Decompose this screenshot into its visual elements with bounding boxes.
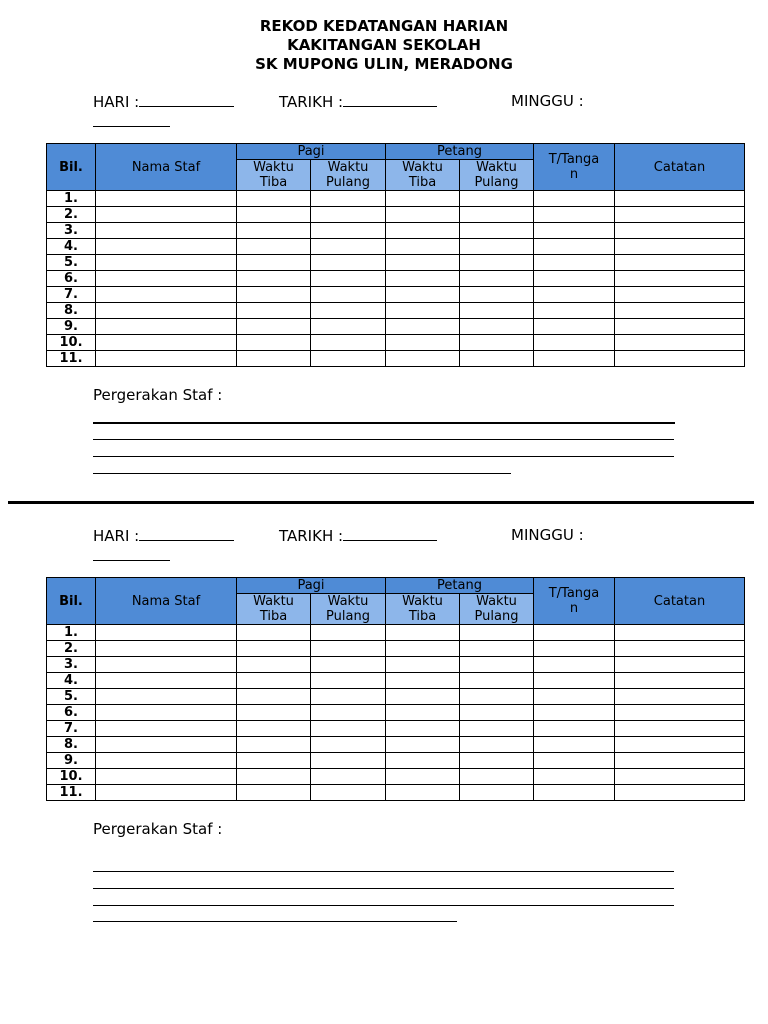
pagi-waktu-tiba-cell[interactable] xyxy=(237,223,311,239)
row-number: 9. xyxy=(47,753,96,769)
pagi-waktu-tiba-cell[interactable] xyxy=(237,673,311,689)
nama-staf-cell[interactable] xyxy=(96,705,237,721)
table-row xyxy=(47,705,745,721)
row-number: 2. xyxy=(47,207,96,223)
catatan-cell[interactable] xyxy=(615,191,745,207)
table-row xyxy=(47,785,745,801)
table-row xyxy=(47,721,745,737)
nama-staf-cell[interactable] xyxy=(96,335,237,351)
section-divider xyxy=(8,501,754,504)
pagi-waktu-pulang-cell[interactable] xyxy=(311,223,386,239)
catatan-cell[interactable] xyxy=(615,207,745,223)
row-number: 11. xyxy=(47,351,96,367)
row-number: 6. xyxy=(47,705,96,721)
pagi-waktu-tiba-cell[interactable] xyxy=(237,239,311,255)
petang-waktu-pulang-cell[interactable] xyxy=(460,689,534,705)
table-row xyxy=(47,753,745,769)
movement-line[interactable] xyxy=(93,921,457,922)
header-nama-staf: Nama Staf xyxy=(96,144,237,191)
row-number: 3. xyxy=(47,223,96,239)
tandatangan-cell[interactable] xyxy=(534,641,615,657)
header-pagi: Pagi xyxy=(237,578,386,594)
header-catatan: Catatan xyxy=(615,578,745,625)
header-bil: Bil. xyxy=(47,144,96,191)
row-number: 10. xyxy=(47,335,96,351)
tandatangan-cell[interactable] xyxy=(534,239,615,255)
petang-waktu-tiba-cell[interactable] xyxy=(386,319,460,335)
catatan-cell[interactable] xyxy=(615,769,745,785)
table-row xyxy=(47,207,745,223)
petang-waktu-tiba-cell[interactable] xyxy=(386,303,460,319)
petang-waktu-pulang-cell[interactable] xyxy=(460,753,534,769)
catatan-cell[interactable] xyxy=(615,657,745,673)
petang-waktu-pulang-cell[interactable] xyxy=(460,239,534,255)
header-pagi: Pagi xyxy=(237,144,386,160)
catatan-cell[interactable] xyxy=(615,753,745,769)
row-number: 7. xyxy=(47,721,96,737)
nama-staf-cell[interactable] xyxy=(96,673,237,689)
catatan-cell[interactable] xyxy=(615,641,745,657)
petang-waktu-tiba-cell[interactable] xyxy=(386,641,460,657)
tandatangan-cell[interactable] xyxy=(534,191,615,207)
nama-staf-cell[interactable] xyxy=(96,239,237,255)
pagi-waktu-pulang-cell[interactable] xyxy=(311,255,386,271)
petang-waktu-pulang-cell[interactable] xyxy=(460,287,534,303)
table-row xyxy=(47,641,745,657)
movement-line[interactable] xyxy=(93,888,674,889)
pagi-waktu-pulang-cell[interactable] xyxy=(311,737,386,753)
pergerakan-staf-label: Pergerakan Staf : xyxy=(93,386,223,404)
row-number: 5. xyxy=(47,689,96,705)
movement-line[interactable] xyxy=(93,456,674,457)
nama-staf-cell[interactable] xyxy=(96,657,237,673)
nama-staf-cell[interactable] xyxy=(96,191,237,207)
petang-waktu-pulang-cell[interactable] xyxy=(460,769,534,785)
petang-waktu-pulang-cell[interactable] xyxy=(460,335,534,351)
petang-waktu-tiba-cell[interactable] xyxy=(386,287,460,303)
header-catatan: Catatan xyxy=(615,144,745,191)
nama-staf-cell[interactable] xyxy=(96,255,237,271)
nama-staf-cell[interactable] xyxy=(96,319,237,335)
catatan-cell[interactable] xyxy=(615,287,745,303)
pagi-waktu-pulang-cell[interactable] xyxy=(311,785,386,801)
row-number: 4. xyxy=(47,239,96,255)
pagi-waktu-tiba-cell[interactable] xyxy=(237,191,311,207)
pagi-waktu-tiba-cell[interactable] xyxy=(237,271,311,287)
pagi-waktu-pulang-cell[interactable] xyxy=(311,689,386,705)
row-number: 5. xyxy=(47,255,96,271)
petang-waktu-pulang-cell[interactable] xyxy=(460,271,534,287)
movement-line[interactable] xyxy=(93,905,674,906)
attendance-table-1 xyxy=(46,143,744,367)
petang-waktu-tiba-cell[interactable] xyxy=(386,769,460,785)
tandatangan-cell[interactable] xyxy=(534,625,615,641)
table-row xyxy=(47,255,745,271)
movement-line[interactable] xyxy=(93,422,675,424)
table-row xyxy=(47,689,745,705)
minggu-label: MINGGU : xyxy=(511,92,584,110)
petang-waktu-tiba-cell[interactable] xyxy=(386,223,460,239)
petang-waktu-tiba-cell[interactable] xyxy=(386,191,460,207)
petang-waktu-tiba-cell[interactable] xyxy=(386,737,460,753)
table-row xyxy=(47,769,745,785)
petang-waktu-pulang-cell[interactable] xyxy=(460,319,534,335)
petang-waktu-tiba-cell[interactable] xyxy=(386,673,460,689)
header-nama-staf: Nama Staf xyxy=(96,578,237,625)
hari-blank[interactable] xyxy=(139,92,234,107)
tandatangan-cell[interactable] xyxy=(534,319,615,335)
row-number: 1. xyxy=(47,625,96,641)
header-pagi-waktu-pulang: Waktu Pulang xyxy=(311,160,386,191)
table-row xyxy=(47,625,745,641)
tandatangan-cell[interactable] xyxy=(534,705,615,721)
pagi-waktu-tiba-cell[interactable] xyxy=(237,689,311,705)
pagi-waktu-pulang-cell[interactable] xyxy=(311,625,386,641)
form-title-line-2: KAKITANGAN SEKOLAH xyxy=(287,36,481,54)
pagi-waktu-pulang-cell[interactable] xyxy=(311,769,386,785)
tandatangan-cell[interactable] xyxy=(534,223,615,239)
petang-waktu-pulang-cell[interactable] xyxy=(460,255,534,271)
petang-waktu-tiba-cell[interactable] xyxy=(386,255,460,271)
tandatangan-cell[interactable] xyxy=(534,351,615,367)
header-petang-waktu-tiba: Waktu Tiba xyxy=(386,594,460,625)
nama-staf-cell[interactable] xyxy=(96,753,237,769)
attendance-table-2 xyxy=(46,577,744,801)
petang-waktu-tiba-cell[interactable] xyxy=(386,657,460,673)
pagi-waktu-pulang-cell[interactable] xyxy=(311,351,386,367)
header-petang-waktu-pulang: Waktu Pulang xyxy=(460,594,534,625)
pagi-waktu-pulang-cell[interactable] xyxy=(311,657,386,673)
nama-staf-cell[interactable] xyxy=(96,351,237,367)
tandatangan-cell[interactable] xyxy=(534,303,615,319)
petang-waktu-tiba-cell[interactable] xyxy=(386,753,460,769)
catatan-cell[interactable] xyxy=(615,673,745,689)
pagi-waktu-tiba-cell[interactable] xyxy=(237,705,311,721)
petang-waktu-tiba-cell[interactable] xyxy=(386,625,460,641)
pagi-waktu-tiba-cell[interactable] xyxy=(237,737,311,753)
row-number: 1. xyxy=(47,191,96,207)
table-row xyxy=(47,223,745,239)
tandatangan-cell[interactable] xyxy=(534,271,615,287)
table-row xyxy=(47,657,745,673)
table-row xyxy=(47,335,745,351)
nama-staf-cell[interactable] xyxy=(96,271,237,287)
pergerakan-staf-label: Pergerakan Staf : xyxy=(93,820,223,838)
catatan-cell[interactable] xyxy=(615,223,745,239)
form-title-line-1: REKOD KEDATANGAN HARIAN xyxy=(259,17,509,35)
petang-waktu-pulang-cell[interactable] xyxy=(460,351,534,367)
tandatangan-cell[interactable] xyxy=(534,673,615,689)
minggu-label: MINGGU : xyxy=(511,526,584,544)
petang-waktu-pulang-cell[interactable] xyxy=(460,625,534,641)
catatan-cell[interactable] xyxy=(615,625,745,641)
petang-waktu-tiba-cell[interactable] xyxy=(386,351,460,367)
catatan-cell[interactable] xyxy=(615,319,745,335)
tarikh-blank[interactable] xyxy=(343,92,437,107)
table-row xyxy=(47,737,745,753)
petang-waktu-tiba-cell[interactable] xyxy=(386,689,460,705)
tandatangan-cell[interactable] xyxy=(534,769,615,785)
row-number: 4. xyxy=(47,673,96,689)
tandatangan-cell[interactable] xyxy=(534,335,615,351)
pagi-waktu-tiba-cell[interactable] xyxy=(237,785,311,801)
petang-waktu-pulang-cell[interactable] xyxy=(460,705,534,721)
pagi-waktu-tiba-cell[interactable] xyxy=(237,351,311,367)
tarikh-field[interactable] xyxy=(279,92,437,111)
nama-staf-cell[interactable] xyxy=(96,641,237,657)
row-number: 6. xyxy=(47,271,96,287)
table-row xyxy=(47,319,745,335)
pagi-waktu-pulang-cell[interactable] xyxy=(311,239,386,255)
nama-staf-cell[interactable] xyxy=(96,303,237,319)
row-number: 2. xyxy=(47,641,96,657)
nama-staf-cell[interactable] xyxy=(96,689,237,705)
tarikh-blank[interactable] xyxy=(343,526,437,541)
row-number: 8. xyxy=(47,303,96,319)
header-pagi-waktu-tiba: Waktu Tiba xyxy=(237,594,311,625)
table-row xyxy=(47,271,745,287)
nama-staf-cell[interactable] xyxy=(96,223,237,239)
tarikh-field[interactable] xyxy=(279,526,437,545)
pagi-waktu-tiba-cell[interactable] xyxy=(237,335,311,351)
pagi-waktu-pulang-cell[interactable] xyxy=(311,207,386,223)
petang-waktu-pulang-cell[interactable] xyxy=(460,737,534,753)
catatan-cell[interactable] xyxy=(615,303,745,319)
tandatangan-cell[interactable] xyxy=(534,255,615,271)
table-row xyxy=(47,303,745,319)
hari-blank[interactable] xyxy=(139,526,234,541)
table-row xyxy=(47,673,745,689)
pagi-waktu-pulang-cell[interactable] xyxy=(311,287,386,303)
pagi-waktu-tiba-cell[interactable] xyxy=(237,287,311,303)
tandatangan-cell[interactable] xyxy=(534,737,615,753)
catatan-cell[interactable] xyxy=(615,737,745,753)
catatan-cell[interactable] xyxy=(615,351,745,367)
catatan-cell[interactable] xyxy=(615,705,745,721)
nama-staf-cell[interactable] xyxy=(96,737,237,753)
nama-staf-cell[interactable] xyxy=(96,287,237,303)
hari-label: HARI : xyxy=(93,93,140,111)
petang-waktu-pulang-cell[interactable] xyxy=(460,641,534,657)
petang-waktu-pulang-cell[interactable] xyxy=(460,207,534,223)
minggu-blank[interactable] xyxy=(93,560,170,561)
pagi-waktu-tiba-cell[interactable] xyxy=(237,319,311,335)
header-pagi-waktu-pulang: Waktu Pulang xyxy=(311,594,386,625)
movement-line[interactable] xyxy=(93,473,511,474)
header-petang-waktu-pulang: Waktu Pulang xyxy=(460,160,534,191)
petang-waktu-tiba-cell[interactable] xyxy=(386,721,460,737)
row-number: 11. xyxy=(47,785,96,801)
tandatangan-cell[interactable] xyxy=(534,657,615,673)
tandatangan-cell[interactable] xyxy=(534,753,615,769)
tandatangan-cell[interactable] xyxy=(534,207,615,223)
pagi-waktu-pulang-cell[interactable] xyxy=(311,673,386,689)
pagi-waktu-pulang-cell[interactable] xyxy=(311,271,386,287)
petang-waktu-tiba-cell[interactable] xyxy=(386,239,460,255)
petang-waktu-pulang-cell[interactable] xyxy=(460,223,534,239)
nama-staf-cell[interactable] xyxy=(96,769,237,785)
petang-waktu-pulang-cell[interactable] xyxy=(460,673,534,689)
pagi-waktu-tiba-cell[interactable] xyxy=(237,721,311,737)
header-petang: Petang xyxy=(386,578,534,594)
table-row xyxy=(47,351,745,367)
nama-staf-cell[interactable] xyxy=(96,721,237,737)
tandatangan-cell[interactable] xyxy=(534,785,615,801)
petang-waktu-pulang-cell[interactable] xyxy=(460,785,534,801)
pagi-waktu-tiba-cell[interactable] xyxy=(237,769,311,785)
catatan-cell[interactable] xyxy=(615,239,745,255)
petang-waktu-tiba-cell[interactable] xyxy=(386,705,460,721)
petang-waktu-pulang-cell[interactable] xyxy=(460,303,534,319)
row-number: 7. xyxy=(47,287,96,303)
catatan-cell[interactable] xyxy=(615,255,745,271)
pagi-waktu-pulang-cell[interactable] xyxy=(311,303,386,319)
pagi-waktu-pulang-cell[interactable] xyxy=(311,641,386,657)
pagi-waktu-tiba-cell[interactable] xyxy=(237,753,311,769)
pagi-waktu-pulang-cell[interactable] xyxy=(311,705,386,721)
hari-label: HARI : xyxy=(93,527,140,545)
catatan-cell[interactable] xyxy=(615,721,745,737)
tarikh-label: TARIKH : xyxy=(279,93,344,111)
pagi-waktu-pulang-cell[interactable] xyxy=(311,753,386,769)
header-pagi-waktu-tiba: Waktu Tiba xyxy=(237,160,311,191)
table-row xyxy=(47,239,745,255)
row-number: 8. xyxy=(47,737,96,753)
hari-field[interactable] xyxy=(93,92,234,111)
nama-staf-cell[interactable] xyxy=(96,785,237,801)
header-petang-waktu-tiba: Waktu Tiba xyxy=(386,160,460,191)
catatan-cell[interactable] xyxy=(615,335,745,351)
pagi-waktu-tiba-cell[interactable] xyxy=(237,303,311,319)
header-petang: Petang xyxy=(386,144,534,160)
tarikh-label: TARIKH : xyxy=(279,527,344,545)
header-bil: Bil. xyxy=(47,578,96,625)
petang-waktu-pulang-cell[interactable] xyxy=(460,657,534,673)
hari-field[interactable] xyxy=(93,526,234,545)
petang-waktu-tiba-cell[interactable] xyxy=(386,335,460,351)
petang-waktu-tiba-cell[interactable] xyxy=(386,785,460,801)
petang-waktu-tiba-cell[interactable] xyxy=(386,271,460,287)
tandatangan-cell[interactable] xyxy=(534,721,615,737)
row-number: 9. xyxy=(47,319,96,335)
pagi-waktu-pulang-cell[interactable] xyxy=(311,319,386,335)
petang-waktu-pulang-cell[interactable] xyxy=(460,721,534,737)
movement-line[interactable] xyxy=(93,439,674,440)
pagi-waktu-tiba-cell[interactable] xyxy=(237,657,311,673)
pagi-waktu-tiba-cell[interactable] xyxy=(237,641,311,657)
header-tandatangan: T/Tanga n xyxy=(534,578,615,625)
pagi-waktu-pulang-cell[interactable] xyxy=(311,191,386,207)
catatan-cell[interactable] xyxy=(615,689,745,705)
pagi-waktu-tiba-cell[interactable] xyxy=(237,255,311,271)
tandatangan-cell[interactable] xyxy=(534,689,615,705)
petang-waktu-pulang-cell[interactable] xyxy=(460,191,534,207)
nama-staf-cell[interactable] xyxy=(96,207,237,223)
nama-staf-cell[interactable] xyxy=(96,625,237,641)
catatan-cell[interactable] xyxy=(615,271,745,287)
row-number: 10. xyxy=(47,769,96,785)
pagi-waktu-tiba-cell[interactable] xyxy=(237,207,311,223)
pagi-waktu-tiba-cell[interactable] xyxy=(237,625,311,641)
form-title-line-3: SK MUPONG ULIN, MERADONG xyxy=(255,55,513,73)
minggu-blank[interactable] xyxy=(93,126,170,127)
movement-line[interactable] xyxy=(93,871,674,872)
pagi-waktu-pulang-cell[interactable] xyxy=(311,335,386,351)
table-row xyxy=(47,287,745,303)
table-row xyxy=(47,191,745,207)
header-tandatangan: T/Tanga n xyxy=(534,144,615,191)
row-number: 3. xyxy=(47,657,96,673)
petang-waktu-tiba-cell[interactable] xyxy=(386,207,460,223)
catatan-cell[interactable] xyxy=(615,785,745,801)
tandatangan-cell[interactable] xyxy=(534,287,615,303)
pagi-waktu-pulang-cell[interactable] xyxy=(311,721,386,737)
